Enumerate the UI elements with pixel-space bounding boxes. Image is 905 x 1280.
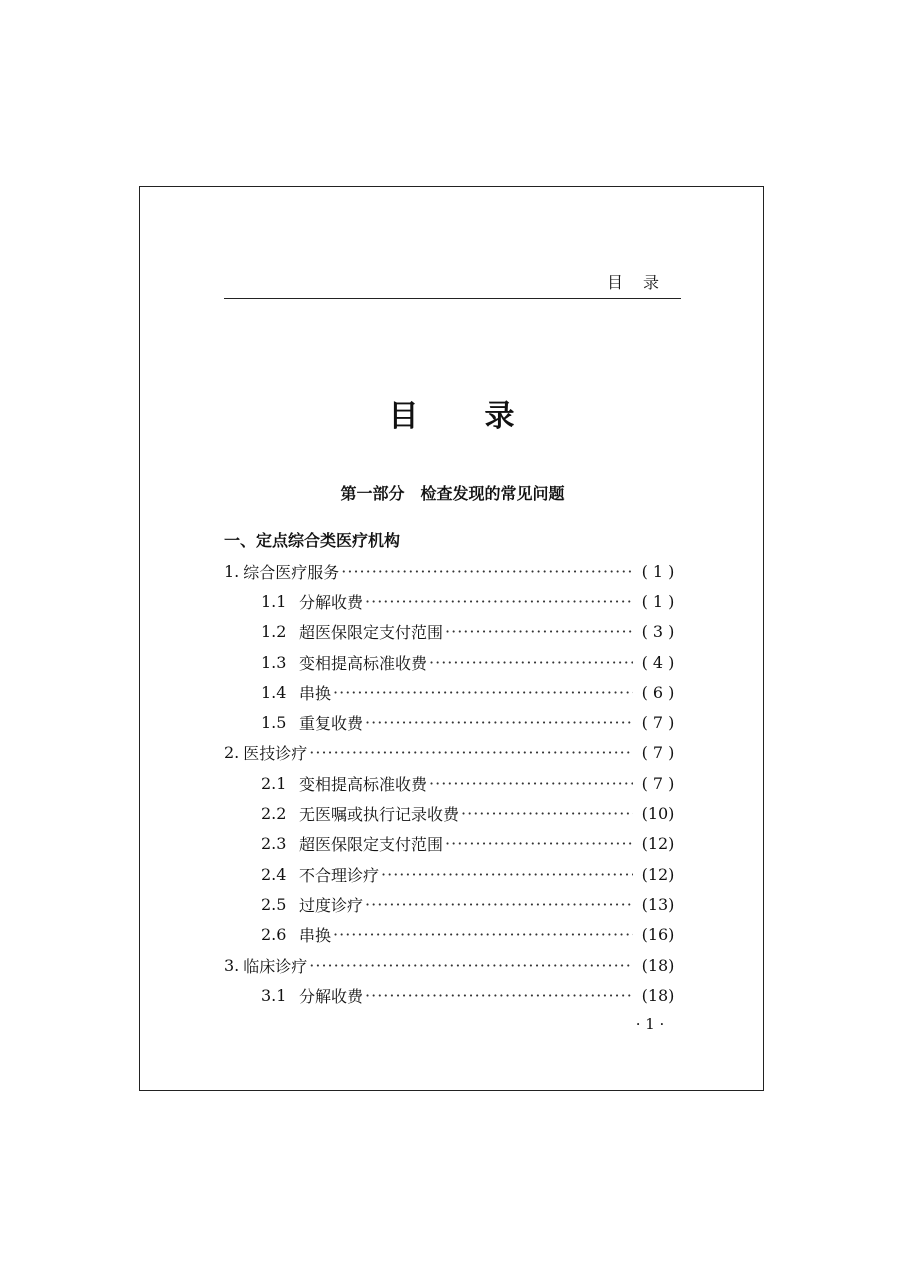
leader-dots — [429, 774, 633, 793]
toc-entry-page: (13) — [641, 894, 675, 914]
leader-dots — [429, 653, 633, 672]
toc-entry-number: 2.5 — [261, 894, 287, 914]
toc-entry-number: 3. — [224, 955, 240, 975]
part-title: 第一部分 检查发现的常见问题 — [340, 484, 565, 503]
toc-entry[interactable] — [224, 889, 681, 919]
toc-entry-number: 3.1 — [261, 985, 287, 1005]
toc-entry-label: 综合医疗服务 — [243, 562, 340, 582]
toc-entry-page: ( 1 ) — [641, 591, 675, 611]
toc-entry-number: 2.3 — [261, 834, 287, 854]
toc-entry-label: 超医保限定支付范围 — [299, 623, 444, 643]
toc-entry-page: ( 4 ) — [641, 652, 675, 672]
leader-dots — [333, 925, 633, 944]
running-head: 目 录 — [224, 273, 681, 299]
toc-entry-page: ( 1 ) — [641, 561, 675, 581]
toc-entry-page: ( 7 ) — [641, 713, 675, 733]
leader-dots — [381, 865, 633, 884]
toc-entry-number: 2. — [224, 743, 240, 763]
toc-entry[interactable] — [224, 829, 681, 859]
toc-list — [224, 556, 681, 1010]
leader-dots — [341, 562, 633, 581]
toc-entry-number: 1.4 — [261, 682, 287, 702]
page-number: · 1 · — [635, 1015, 665, 1033]
toc-entry-number: 1. — [224, 561, 240, 581]
toc-entry-page: (16) — [641, 925, 675, 945]
toc-entry[interactable] — [224, 556, 681, 586]
toc-entry[interactable] — [224, 768, 681, 798]
toc-entry[interactable] — [224, 859, 681, 889]
toc-entry-label: 医技诊疗 — [243, 744, 308, 764]
toc-entry[interactable] — [224, 677, 681, 707]
toc-entry-label: 过度诊疗 — [299, 895, 364, 915]
toc-entry-page: (18) — [641, 955, 675, 975]
toc-entry[interactable] — [224, 798, 681, 828]
toc-entry[interactable] — [224, 980, 681, 1010]
toc-entry-page: ( 6 ) — [641, 682, 675, 702]
leader-dots — [445, 622, 633, 641]
toc-entry[interactable] — [224, 950, 681, 980]
section-heading: 一、定点综合类医疗机构 — [224, 531, 401, 550]
toc-entry-label: 分解收费 — [299, 592, 364, 612]
toc-entry-number: 2.2 — [261, 804, 287, 824]
leader-dots — [309, 743, 633, 762]
toc-entry[interactable] — [224, 647, 681, 677]
toc-entry-number: 1.3 — [261, 652, 287, 672]
toc-entry-page: ( 7 ) — [641, 773, 675, 793]
toc-entry-number: 1.1 — [261, 591, 287, 611]
page-frame — [139, 186, 764, 1091]
leader-dots — [365, 713, 633, 732]
toc-entry[interactable] — [224, 707, 681, 737]
toc-entry-page: ( 7 ) — [641, 743, 675, 763]
leader-dots — [461, 804, 633, 823]
toc-entry-page: (18) — [641, 985, 675, 1005]
page-title: 目 录 — [388, 399, 517, 434]
toc-entry[interactable] — [224, 738, 681, 768]
leader-dots — [333, 683, 633, 702]
toc-entry-label: 分解收费 — [299, 986, 364, 1006]
toc-entry-label: 串换 — [299, 683, 332, 703]
toc-entry-label: 变相提高标准收费 — [299, 653, 428, 673]
toc-entry-label: 临床诊疗 — [243, 956, 308, 976]
toc-entry-page: ( 3 ) — [641, 622, 675, 642]
leader-dots — [365, 895, 633, 914]
toc-entry[interactable] — [224, 920, 681, 950]
toc-entry-page: (12) — [641, 864, 675, 884]
leader-dots — [365, 986, 633, 1005]
toc-entry-number: 1.2 — [261, 622, 287, 642]
leader-dots — [309, 956, 633, 975]
toc-entry-label: 重复收费 — [299, 714, 364, 734]
toc-entry-number: 1.5 — [261, 713, 287, 733]
toc-entry-page: (10) — [641, 804, 675, 824]
toc-entry-label: 变相提高标准收费 — [299, 774, 428, 794]
toc-entry[interactable] — [224, 617, 681, 647]
toc-entry-label: 串换 — [299, 926, 332, 946]
toc-entry-label: 超医保限定支付范围 — [299, 835, 444, 855]
leader-dots — [445, 834, 633, 853]
toc-entry-number: 2.6 — [261, 925, 287, 945]
leader-dots — [365, 592, 633, 611]
toc-entry-label: 不合理诊疗 — [299, 865, 380, 885]
toc-entry-number: 2.4 — [261, 864, 287, 884]
toc-entry-page: (12) — [641, 834, 675, 854]
toc-entry[interactable] — [224, 586, 681, 616]
toc-entry-label: 无医嘱或执行记录收费 — [299, 805, 460, 825]
toc-entry-number: 2.1 — [261, 773, 287, 793]
